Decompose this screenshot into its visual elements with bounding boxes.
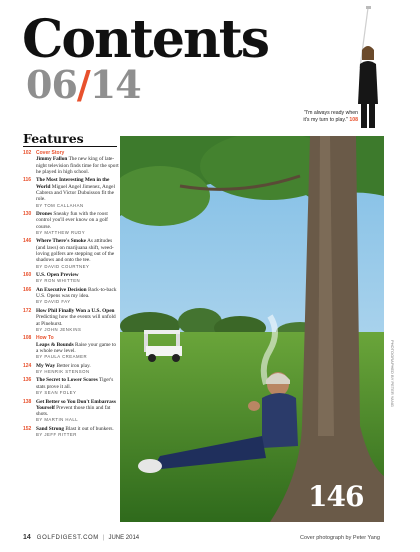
- toc-description: Miguel Angel Jimenez, Angel Cabrera and Victor Dubuisson fit the role.: [36, 183, 116, 203]
- photo-page-number: 146: [308, 480, 364, 513]
- toc-entry: [23, 399, 119, 424]
- toc-description: Predicting how the events will unfold at Pinehurst.: [36, 314, 116, 327]
- issue-slash: /: [76, 62, 90, 107]
- toc-entry: [23, 335, 119, 360]
- toc-page-number: 102: [23, 150, 32, 156]
- toc-headline: Get Better so You Don't Embarrass Yourself: [36, 398, 116, 411]
- toc-description: Back-to-back U.S. Opens was my idea.: [36, 286, 117, 300]
- toc-headline: How Phil Finally Won a U.S. Open: [36, 307, 115, 314]
- footer-page-number: 14: [23, 534, 31, 541]
- pull-quote: [300, 110, 358, 123]
- toc-entry: [23, 211, 119, 236]
- toc-byline: BY MARTIN HALL: [36, 417, 79, 423]
- toc-entry: [23, 238, 119, 269]
- toc-description: Tiger's stats prove it all.: [36, 377, 114, 390]
- toc-headline: Jimmy Fallon: [36, 156, 68, 163]
- toc-section-label: How To: [36, 335, 54, 342]
- page-title: Contents: [22, 9, 269, 70]
- feature-photo: [120, 136, 384, 522]
- toc-description: Raise your game to a whole new level.: [36, 341, 117, 354]
- photo-side-caption: PHOTOGRAPHED BY PETER YANG: [390, 340, 395, 407]
- toc-headline: U.S. Open Preview: [36, 272, 79, 279]
- footer-issue: JUNE 2014: [108, 535, 140, 541]
- toc-page-number: 124: [23, 362, 32, 369]
- issue-month: 06: [26, 62, 77, 107]
- toc-page-number: 136: [23, 377, 32, 384]
- features-list: [23, 150, 119, 441]
- footer-site: GOLFDIGEST.COM: [36, 535, 99, 541]
- toc-byline: BY JOHN JENKINS: [36, 326, 82, 332]
- toc-page-number: 138: [23, 398, 32, 405]
- toc-headline: Sand Strong: [36, 425, 65, 432]
- toc-entry: [23, 308, 119, 333]
- features-heading: Features: [23, 131, 84, 146]
- toc-byline: BY PAULA CREAMER: [36, 354, 88, 360]
- toc-page-number: 166: [23, 286, 32, 293]
- toc-page-number: 146: [23, 238, 32, 245]
- toc-headline: The Secret to Lower Scores: [36, 377, 98, 384]
- toc-headline: The Most Interesting Men in the World: [36, 177, 110, 190]
- toc-headline: Where There's Smoke: [36, 238, 87, 245]
- toc-entry: [23, 150, 119, 175]
- toc-page-number: 160: [23, 272, 32, 279]
- toc-entry: [23, 272, 119, 285]
- cover-credit: Cover photograph by Peter Yang: [300, 535, 380, 541]
- toc-headline: Drones: [36, 211, 53, 218]
- toc-headline: Leaps & Bounds: [36, 341, 74, 348]
- toc-headline: My Way: [36, 362, 56, 369]
- toc-byline: BY SEAN FOLEY: [36, 390, 77, 396]
- toc-page-number: 130: [23, 211, 32, 218]
- toc-description: Blast it out of bunkers.: [64, 425, 114, 432]
- toc-entry: [23, 177, 119, 208]
- toc-entry: [23, 363, 119, 376]
- issue-date: [26, 62, 141, 107]
- pull-quote-text: "I'm always ready when it's my turn to play.": [303, 110, 358, 123]
- toc-section-label: Cover Story: [36, 150, 65, 156]
- page-footer: [23, 534, 139, 541]
- toc-byline: BY RON WHITTEN: [36, 278, 81, 284]
- toc-description: The new king of late-night television finds time for the sport he played in high school.: [36, 156, 119, 175]
- toc-page-number: 116: [23, 177, 32, 184]
- toc-byline: BY TOM CALLAHAN: [36, 202, 84, 208]
- toc-entry: [23, 377, 119, 396]
- toc-byline: BY DAVID COURTNEY: [36, 263, 90, 269]
- toc-byline: BY MATTHEW RUDY: [36, 229, 86, 235]
- features-rule: [23, 146, 117, 147]
- toc-description: Prevent those thin and fat shots.: [36, 404, 111, 418]
- toc-page-number: 108: [23, 335, 32, 342]
- toc-entry: [23, 287, 119, 306]
- toc-headline: An Executive Decision: [36, 286, 87, 293]
- toc-description: As attitudes (and laws) on marijuana shift, weed-loving golfers are stepping out of the shadows and onto the tee.: [36, 238, 115, 264]
- pull-quote-page: 108: [349, 116, 358, 123]
- toc-byline: BY DAVID FAY: [36, 299, 71, 305]
- toc-byline: BY HENRIK STENSON: [36, 369, 90, 374]
- toc-description: Sneaky fun with the roost control you'll ever know on a golf course.: [36, 211, 108, 230]
- footer-separator: |: [102, 535, 105, 541]
- toc-page-number: 172: [23, 307, 32, 314]
- issue-year: 14: [89, 62, 141, 107]
- toc-byline: BY JEFF RITTER: [36, 432, 77, 438]
- toc-description: Better iron play.: [55, 362, 91, 369]
- toc-entry: [23, 426, 119, 439]
- toc-page-number: 152: [23, 425, 32, 432]
